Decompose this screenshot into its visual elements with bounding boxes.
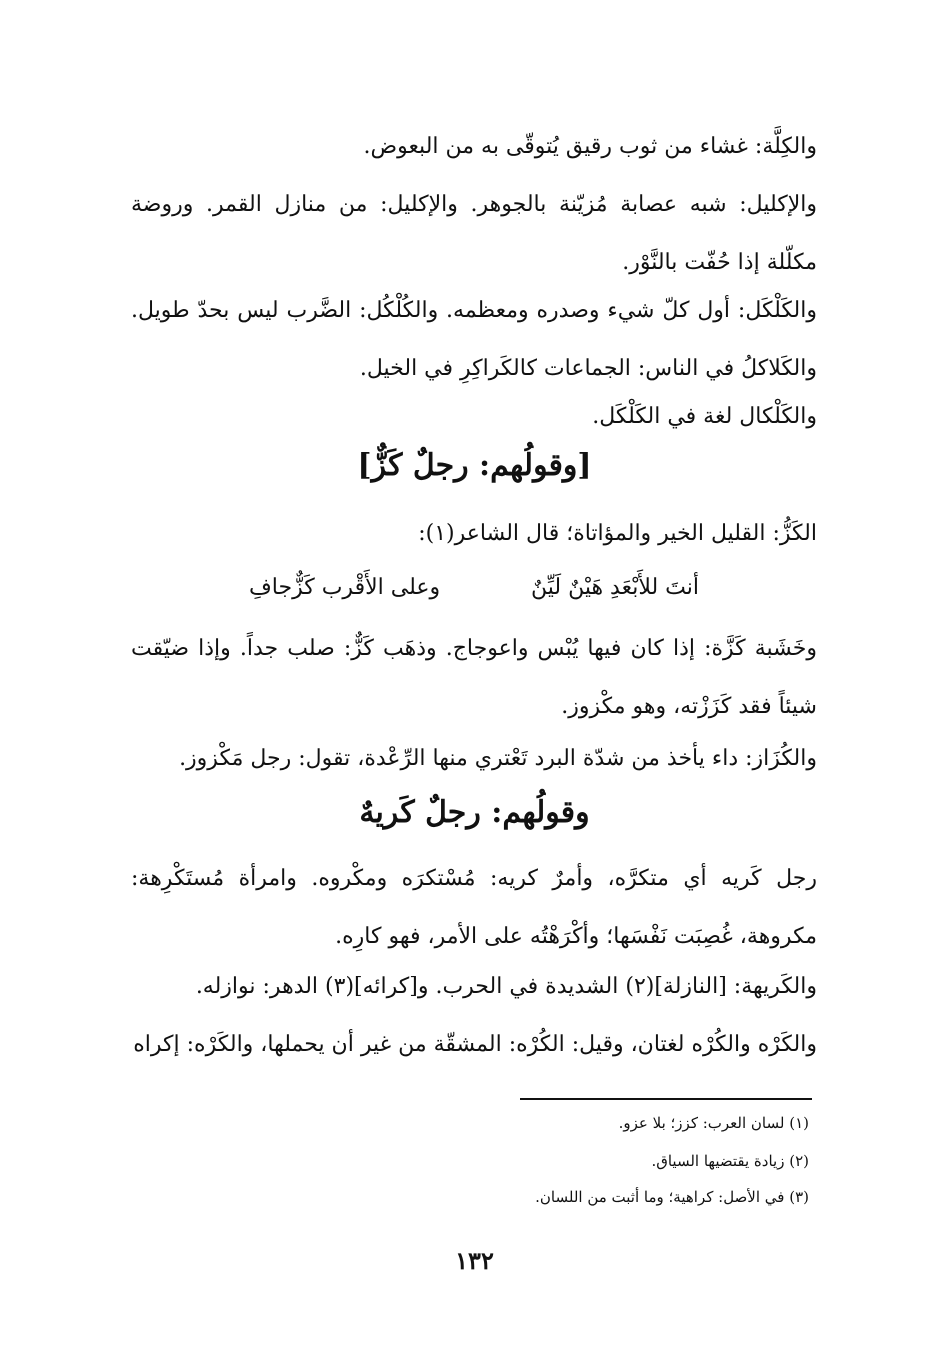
section-heading-kazz: [وقولُهم: رجلٌ كَزٌّ]: [357, 448, 592, 483]
paragraph-karh: والكَرْه والكُرْه لغتان، وقيل: الكُرْه: المشقّة من غير أن يحملها، والكَرْه: إكراه: [133, 1032, 817, 1057]
section-heading-karih: وقولُهم: رجلٌ كَريهٌ: [359, 795, 590, 830]
footnote-1: (١) لسان العرب: كزز؛ بلا عزو.: [618, 1114, 809, 1132]
paragraph-kalkal-variant: والكَلْكال لغة في الكَلْكَل.: [592, 404, 817, 429]
paragraph-kalkal: والكَلْكَل: أول كلّ شيء وصدره ومعظمه. والكُلْكُل: الضَّرب ليس بحدّ طويل. والكَلاكلُ في الناس: الجماعات كالكَراكِرِ في الخيل.: [131, 298, 817, 381]
poetry-verse: [249, 575, 699, 600]
paragraph-killa: والكِلَّة: غشاء من ثوب رقيق يُتوقّى به من البعوض.: [363, 134, 817, 159]
verse-second-hemistich: وعلى الأَقْرب كَزٌّجافِ: [249, 575, 441, 600]
paragraph-khashaba: وخَشَبة كَزَّة: إذا كان فيها يُبْس واعوجاج. وذهَب كَزٌّ: صلب جداً. وإذا ضيّقت شيئاً فقد كَزَزْته، وهو مكْزوز.: [131, 636, 817, 719]
footnote-divider: [520, 1098, 812, 1100]
verse-first-hemistich: أنتَ للأَبْعَدِ هَيْنٌ لَيِّنٌ: [530, 575, 699, 600]
paragraph-kazz-definition: الكَزُّ: القليل الخير والمؤاتاة؛ قال الشاعر(١):: [418, 521, 817, 546]
footnote-3: (٣) في الأصل: كراهية؛ وما أثبت من اللسان.: [535, 1188, 809, 1206]
paragraph-iklil: والإكليل: شبه عصابة مُزيّنة بالجوهر. والإكليل: من منازل القمر. وروضة مكلّلة إذا حُفّت بالنَّوْر.: [131, 192, 817, 275]
paragraph-kuzaz: والكُزَاز: داء يأخذ من شدّة البرد تَعْتري منها الرِّعْدة، تقول: رجل مَكْزوز.: [179, 746, 817, 771]
page-number: ١٣٢: [455, 1246, 494, 1275]
paragraph-karihah: والكَريهة: [النازلة](٢) الشديدة في الحرب. و[كرائه](٣) الدهر: نوازله.: [195, 974, 817, 999]
footnote-2: (٢) زيادة يقتضيها السياق.: [651, 1152, 809, 1170]
paragraph-karih-definition: رجل كَريه أي متكرَّه، وأمرٌ كريه: مُسْتكرَه ومكْروه. وامرأة مُستَكْرِهة: مكروهة، غُصِبَت نَفْسَها؛ وأكْرَهْتُه على الأمر، فهو كارِه.: [131, 866, 817, 949]
